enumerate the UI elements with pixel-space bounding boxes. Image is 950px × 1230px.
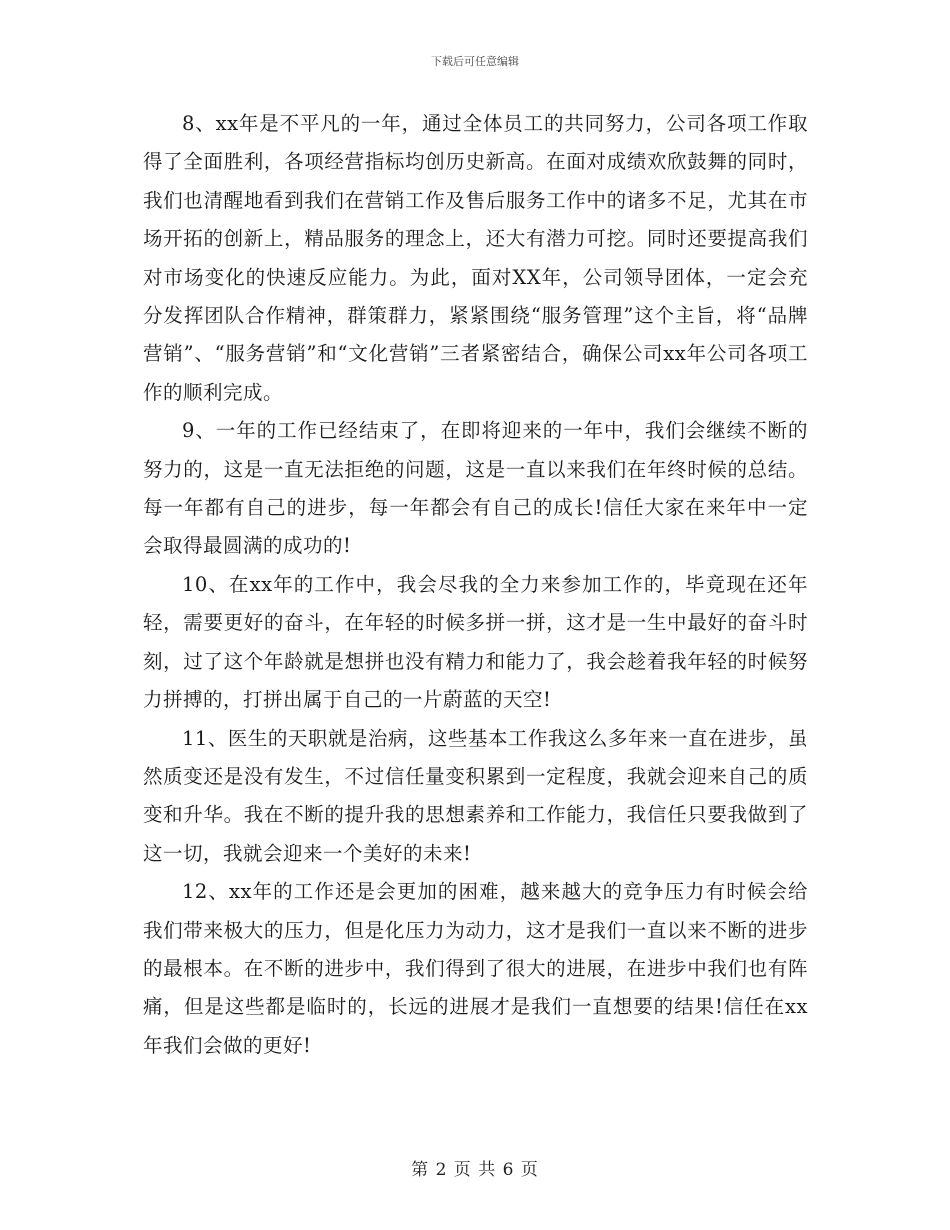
paragraph-9: 9、一年的工作已经结束了，在即将迎来的一年中，我们会继续不断的努力的，这是一直无法拒绝的问题，这是一直以来我们在年终时候的总结。每一年都有自己的进步，每一年都会有自己的成长!信任大家在来年中一定会取得最圆满的成功的! (143, 419, 808, 558)
paragraph-10: 10、在xx年的工作中，我会尽我的全力来参加工作的，毕竟现在还年轻，需要更好的奋斗，在年轻的时候多拼一拼，这才是一生中最好的奋斗时刻，过了这个年龄就是想拼也没有精力和能力了，我会趁着我年轻的时候努力拼搏的，打拼出属于自己的一片蔚蓝的天空! (143, 572, 808, 712)
page-header: 下载后可任意编辑 (431, 55, 519, 68)
paragraph-8: 8、xx年是不平凡的一年，通过全体员工的共同努力，公司各项工作取得了全面胜利，各项经营指标均创历史新高。在面对成绩欢欣鼓舞的同时，我们也清醒地看到我们在营销工作及售后服务工作中的诸多不足，尤其在市场开拓的创新上，精品服务的理念上，还大有潜力可挖。同时还要提高我们对市场变化的快速反应能力。为此，面对XX年，公司领导团体，一定会充分发挥团队合作精神，群策群力，紧紧围绕“服务管理”这个主旨，将“品牌营销”、“服务营销”和“文化营销”三者紧密结合，确保公司xx年公司各项工作的顺利完成。 (143, 112, 808, 404)
document-body (143, 105, 808, 1065)
paragraph-11: 11、医生的天职就是治病，这些基本工作我这么多年来一直在进步，虽然质变还是没有发生，不过信任量变积累到一定程度，我就会迎来自己的质变和升华。我在不断的提升我的思想素养和工作能力，我信任只要我做到了这一切，我就会迎来一个美好的未来! (143, 726, 808, 865)
page-number-footer: 第 2 页 共 6 页 (411, 1160, 539, 1180)
paragraph-12: 12、xx年的工作还是会更加的困难，越来越大的竞争压力有时候会给我们带来极大的压力，但是化压力为动力，这才是我们一直以来不断的进步的最根本。在不断的进步中，我们得到了很大的进展，在进步中我们也有阵痛，但是这些都是临时的，长远的进展才是我们一直想要的结果!信任在xx年我们会做的更好! (143, 880, 808, 1057)
